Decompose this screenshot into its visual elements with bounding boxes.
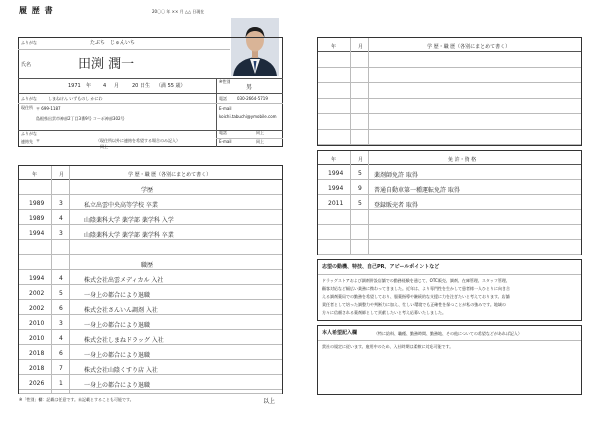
license-row xyxy=(318,195,581,210)
row-year: 2018 xyxy=(29,350,45,357)
work-heading: 職歴 xyxy=(141,262,154,269)
row-month: 3 xyxy=(59,230,63,237)
license-row xyxy=(318,240,581,255)
history-row xyxy=(318,99,581,115)
requests-box xyxy=(317,325,582,395)
row-month: 7 xyxy=(59,365,63,372)
motivation-line: ドラッグストアおよび調剤併設店舗での勤務経験を通じて、OTC販売、調剤、在庫管理、スタッフ管理、 xyxy=(322,278,510,283)
history-row xyxy=(19,240,282,255)
row-text: 株式会社しまねドラッグ 入社 xyxy=(84,337,164,344)
row-year: 2018 xyxy=(29,365,45,372)
phone-label: 電話 xyxy=(219,96,227,101)
history-row xyxy=(318,130,581,146)
license-year: 2011 xyxy=(328,200,344,207)
history-row xyxy=(318,52,581,68)
requests-heading: 本人希望記入欄 xyxy=(322,330,358,336)
history-row xyxy=(19,270,282,285)
row-text: 山陰薬科大学 薬学部 薬学科 入学 xyxy=(84,217,174,224)
motivation-line: 顧客対応など幅広い業務に携わってきました。近年は、より専門性を生かして患者様一人ひとりに向き合 xyxy=(322,286,510,291)
section-heading-row xyxy=(19,180,282,195)
row-month: 5 xyxy=(59,290,63,297)
row-year: 2002 xyxy=(29,290,45,297)
row-year: 1994 xyxy=(29,275,45,282)
licenses-table: 年 月 免 許・資 格 1994 5 薬剤師免許 取得 1994 9 普通自動車第一種運転免許 取得 2011 5 登録販売者 取得 xyxy=(317,150,582,255)
address-label: 現住所 xyxy=(21,105,33,110)
history-row xyxy=(318,83,581,99)
age: （満 55 歳） xyxy=(156,83,186,89)
row-year: 1994 xyxy=(29,230,45,237)
address-furigana: しまねけん いずものし かにわ xyxy=(48,96,103,101)
license-month: 5 xyxy=(358,200,362,207)
birth-year: 1971 xyxy=(68,83,81,89)
contact-label: 連絡先 xyxy=(21,139,33,144)
history-row xyxy=(19,345,282,360)
history-table: 年 月 学 歴・職 歴（各別にまとめて書く） 学歴 1989 3 私立出雲中央高等学校 卒業 1989 4 山陰薬科大学 薬学部 薬学科 入学 1994 3 山陰薬科大学 薬学部 薬学科 卒業 職歴 1994 4 株式会社出雲メディカル 入社 2002 5 一身上の都合により退職 2002 6 株式会社さんいん調剤 入社 2010 3 一身上の都合により退職 2010 4 株式会社しまねドラッグ 入社 2018 6 一身上の都合により退職 2018 7 株式会社山陰くすり店 入社 2026 1 一身上の都合により退職 以上 xyxy=(18,165,283,394)
row-month: 1 xyxy=(59,380,63,387)
license-row xyxy=(318,180,581,195)
row-month: 3 xyxy=(59,200,63,207)
row-month: 4 xyxy=(59,335,63,342)
birth-day: 20 日生 xyxy=(132,83,150,89)
history-row xyxy=(19,330,282,345)
history-row xyxy=(19,315,282,330)
license-month: 9 xyxy=(358,185,362,192)
gender-label: ※性別 xyxy=(219,79,231,84)
section-heading-row xyxy=(19,255,282,270)
history-row xyxy=(19,285,282,300)
full-name: 田渕 潤一 xyxy=(78,57,135,72)
history-row xyxy=(19,195,282,210)
history-row xyxy=(19,375,282,390)
row-text: 株式会社出雲メディカル 入社 xyxy=(84,277,164,284)
row-text: 株式会社さんいん調剤 入社 xyxy=(84,307,158,314)
contact-same: 同上 xyxy=(100,144,108,149)
footnote: ※「性別」欄：記載は任意です。未記載とすることも可能です。 xyxy=(19,397,134,402)
row-year: 2026 xyxy=(29,380,45,387)
name-furigana: たぶち じゅんいち xyxy=(90,40,136,46)
resume-title: 履 歴 書 xyxy=(19,6,54,15)
row-month: 3 xyxy=(59,320,63,327)
row-year: 1989 xyxy=(29,215,45,222)
motivation-heading: 志望の動機、特技、自己PR、アピールポイントなど xyxy=(322,264,440,270)
row-text: 私立出雲中央高等学校 卒業 xyxy=(84,202,158,209)
license-text: 薬剤師免許 取得 xyxy=(374,172,418,179)
history-row xyxy=(318,68,581,84)
row-text: 株式会社山陰くすり店 入社 xyxy=(84,367,158,374)
requests-text: 貴社の規定に従います。雇用中のため、入社時期は柔軟に対応可能です。 xyxy=(322,344,454,349)
row-year: 2002 xyxy=(29,305,45,312)
license-row xyxy=(318,225,581,240)
license-row xyxy=(318,165,581,180)
education-heading: 学歴 xyxy=(141,187,154,194)
license-year: 1994 xyxy=(328,185,344,192)
end-label: 以上 xyxy=(263,398,276,405)
gender-value: 男 xyxy=(246,84,253,91)
row-month: 4 xyxy=(59,215,63,222)
history-row xyxy=(19,300,282,315)
row-year: 1989 xyxy=(29,200,45,207)
history-row xyxy=(19,225,282,240)
license-year: 1994 xyxy=(328,170,344,177)
furigana-label: ふりがな xyxy=(21,40,37,45)
motivation-box xyxy=(317,259,582,321)
history-row xyxy=(318,114,581,130)
license-month: 5 xyxy=(358,170,362,177)
name-label: 氏名 xyxy=(21,62,32,68)
row-year: 2010 xyxy=(29,320,45,327)
row-year: 2010 xyxy=(29,335,45,342)
motivation-line: 責任者として培った調整力や判断力に加え、忙しい環境でも正確性を保つことが私の強みです。地域の xyxy=(322,302,506,307)
history-row xyxy=(19,360,282,375)
motivation-line: 方々に信頼される薬剤師として貢献したいと考え応募いたしました。 xyxy=(322,310,446,315)
row-month: 4 xyxy=(59,275,63,282)
resume-date: 20〇〇 年 ×× 月 △△ 日現在 xyxy=(152,9,205,14)
motivation-line: える調剤薬局での勤務を希望しており、服薬指導や継続的な支援に力を注ぎたいと考えております。店舗 xyxy=(322,294,510,299)
row-month: 6 xyxy=(59,305,63,312)
row-text: 一身上の都合により退職 xyxy=(84,352,151,359)
phone-value: 030-2664-5719 xyxy=(237,96,268,101)
email-value: koichi.tabuchi@ymobile.com xyxy=(219,114,277,119)
requests-note: （特に給料、職種、勤務時間、勤務地、その他についての希望などがあれば記入） xyxy=(374,331,522,336)
address-value: 島根県出雲市神部2丁目3番9号 コーポ神部302号 xyxy=(36,116,125,121)
history-continuation-table: 年 月 学 歴・職 歴（各別にまとめて書く） xyxy=(317,37,582,146)
license-text: 登録販売者 取得 xyxy=(374,202,418,209)
postal-code: 〒 699-1187 xyxy=(36,106,61,111)
birth-month: 4 xyxy=(103,83,107,89)
row-text: 一身上の都合により退職 xyxy=(84,322,151,329)
row-text: 一身上の都合により退職 xyxy=(84,382,151,389)
license-row xyxy=(318,210,581,225)
license-text: 普通自動車第一種運転免許 取得 xyxy=(374,187,460,194)
email-label: E-mail xyxy=(219,106,232,111)
row-text: 一身上の都合により退職 xyxy=(84,292,151,299)
history-row xyxy=(19,210,282,225)
contact-note: （現住所以外に連絡を希望する場合のみ記入） xyxy=(96,138,180,143)
row-text: 山陰薬科大学 薬学部 薬学科 卒業 xyxy=(84,232,174,239)
row-month: 6 xyxy=(59,350,63,357)
